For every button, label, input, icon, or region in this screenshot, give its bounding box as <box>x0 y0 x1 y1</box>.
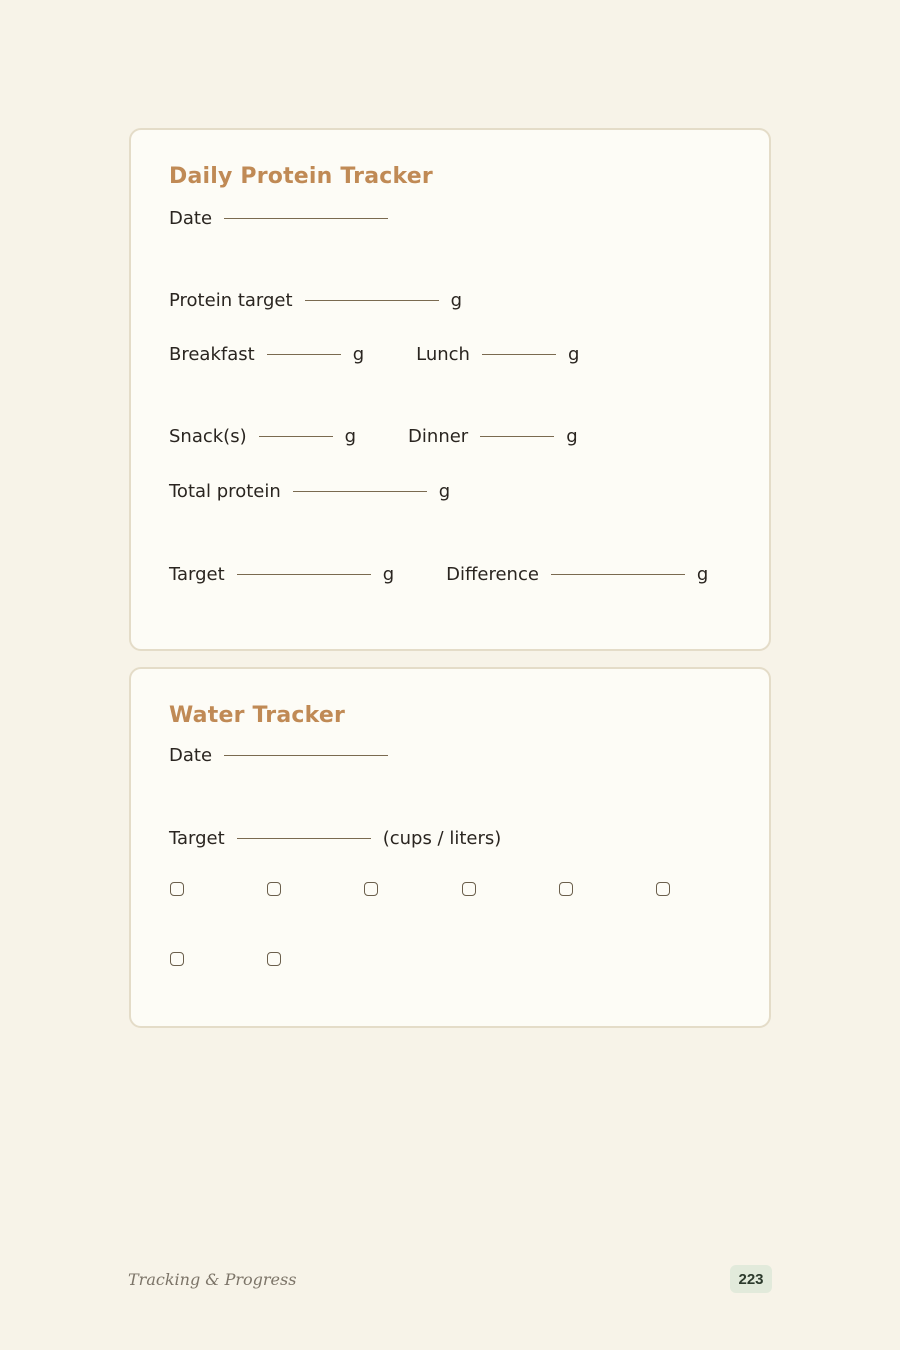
breakfast-field[interactable] <box>267 353 341 355</box>
water-cup-checkbox-2[interactable] <box>267 882 281 896</box>
water-target-label: Target <box>169 828 225 849</box>
protein-date-field[interactable] <box>224 217 388 219</box>
breakfast-lunch-row <box>169 344 579 374</box>
water-cup-checkbox-6[interactable] <box>656 882 670 896</box>
protein-date-row <box>169 208 400 238</box>
snacks-label: Snack(s) <box>169 426 247 447</box>
lunch-field[interactable] <box>482 353 556 355</box>
water-cup-checkbox-7[interactable] <box>170 952 184 966</box>
water-target-row <box>169 828 501 858</box>
total-protein-row <box>169 481 450 511</box>
water-date-field[interactable] <box>224 754 388 756</box>
footer-section-title: Tracking & Progress <box>128 1270 297 1289</box>
protein-tracker-title: Daily Protein Tracker <box>169 164 433 189</box>
protein-date-label: Date <box>169 208 213 229</box>
protein-target-label: Protein target <box>169 290 293 311</box>
total-protein-unit: g <box>438 481 451 502</box>
lunch-label: Lunch <box>416 344 470 365</box>
target-field[interactable] <box>237 573 371 575</box>
protein-target-unit: g <box>450 290 462 311</box>
water-tracker-card <box>129 667 771 1028</box>
water-target-field[interactable] <box>237 837 371 839</box>
breakfast-label: Breakfast <box>169 344 255 365</box>
target-label: Target <box>169 564 225 585</box>
snacks-field[interactable] <box>259 435 333 437</box>
snacks-unit: g <box>344 426 357 447</box>
snacks-dinner-row <box>169 426 578 456</box>
water-cup-checkbox-3[interactable] <box>364 882 378 896</box>
water-date-label: Date <box>169 745 213 766</box>
water-tracker-title: Water Tracker <box>169 703 346 728</box>
dinner-field[interactable] <box>480 435 554 437</box>
water-cup-checkbox-5[interactable] <box>559 882 573 896</box>
protein-tracker-card <box>129 128 771 651</box>
page-number-badge: 223 <box>730 1265 772 1293</box>
water-date-row <box>169 745 400 775</box>
total-protein-label: Total protein <box>169 481 281 502</box>
water-cup-checkbox-4[interactable] <box>462 882 476 896</box>
breakfast-unit: g <box>352 344 365 365</box>
target-difference-row <box>169 564 708 594</box>
difference-field[interactable] <box>551 573 685 575</box>
target-unit: g <box>382 564 395 585</box>
dinner-unit: g <box>566 426 578 447</box>
protein-target-field[interactable] <box>305 299 439 301</box>
difference-unit: g <box>696 564 709 585</box>
lunch-unit: g <box>567 344 580 365</box>
protein-target-row <box>169 290 462 320</box>
water-cup-checkbox-8[interactable] <box>267 952 281 966</box>
water-target-unit: (cups / liters) <box>382 828 502 849</box>
difference-label: Difference <box>446 564 539 585</box>
total-protein-field[interactable] <box>293 490 427 492</box>
water-cup-checkbox-1[interactable] <box>170 882 184 896</box>
dinner-label: Dinner <box>408 426 469 447</box>
